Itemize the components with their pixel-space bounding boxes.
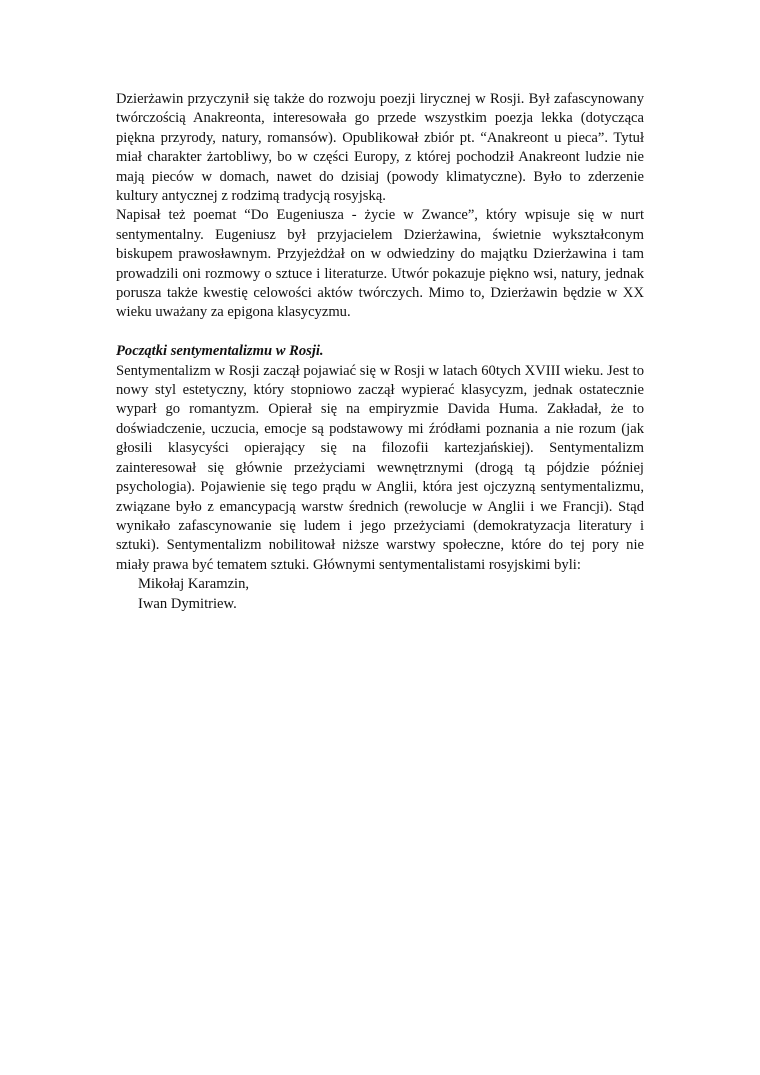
list-item: Iwan Dymitriew.	[138, 595, 237, 612]
paragraph-sentimentalism: Sentymentalizm w Rosji zaczął pojawiać się w Rosji w latach 60tych XVIII wieku. Jest to nowy styl estetyczny, który stopniowo zaczął wypierać klasycyzm, jednak ostatecznie wyparł go romantyzm. Opierał się na empiryzmie Davida Huma. Zakładał, że to doświadczenie, uczucia, emocje są podstawowy mi źródłami poznania a nie rozum (jak głosili klasycyści opierający się na filozofii kartezjańskiej). Sentymentalizm zainteresował się głównie przeżyciami wewnętrznymi (drogą tą pójdzie później psychologia). Pojawienie się tego prądu w Anglii, która jest ojczyzną sentymentalizmu, związane było z emancypacją warstw średnich (rewolucje w Anglii i we Francji). Stąd wynikało zafascynowanie się ludem i jego przeżyciami (demokratyzacja literatury i sztuki). Sentymentalizm nobilitował niższe warstwy społeczne, które do tej pory nie miały prawa być tematem sztuki. Głównymi sentymentalistami rosyjskimi byli:	[116, 362, 644, 573]
paragraph-eugeniusz-poem: Napisał też poemat “Do Eugeniusza - życie w Zwance”, który wpisuje się w nurt sentymentalny. Eugeniusz był przyjacielem Dzierżawina, świetnie wykształconym biskupem prawosławnym. Przyjeżdżał on w odwiedziny do majątku Dzierżawina i tam prowadzili oni rozmowy o sztuce i literaturze. Utwór pokazuje piękno wsi, natury, jednak porusza także kwestię celowości aktów twórczych. Mimo to, Dzierżawin będzie w XX wieku uważany za epigona klasycyzmu.	[116, 207, 644, 321]
sentimentalists-list	[116, 575, 644, 614]
list-item: Mikołaj Karamzin,	[138, 576, 250, 593]
section-heading: Początki sentymentalizmu w Rosji.	[116, 343, 324, 360]
paragraph-derzhavin-lyric-poetry: Dzierżawin przyczynił się także do rozwoju poezji lirycznej w Rosji. Był zafascynowany twórczością Anakreonta, interesowała go przede wszystkim poezja lekka (dotycząca piękna przyrody, natury, romansów). Opublikował zbiór pt. “Anakreont u pieca”. Tytuł miał charakter żartobliwy, bo w części Europy, z której pochodził Anakreont ludzie nie mają pieców w domach, nawet do dzisiaj (powody klimatyczne). Było to zderzenie kultury antycznej z rodzimą tradycją rosyjską.	[116, 91, 644, 205]
document-body	[116, 90, 644, 614]
paragraph-spacer	[116, 323, 644, 342]
